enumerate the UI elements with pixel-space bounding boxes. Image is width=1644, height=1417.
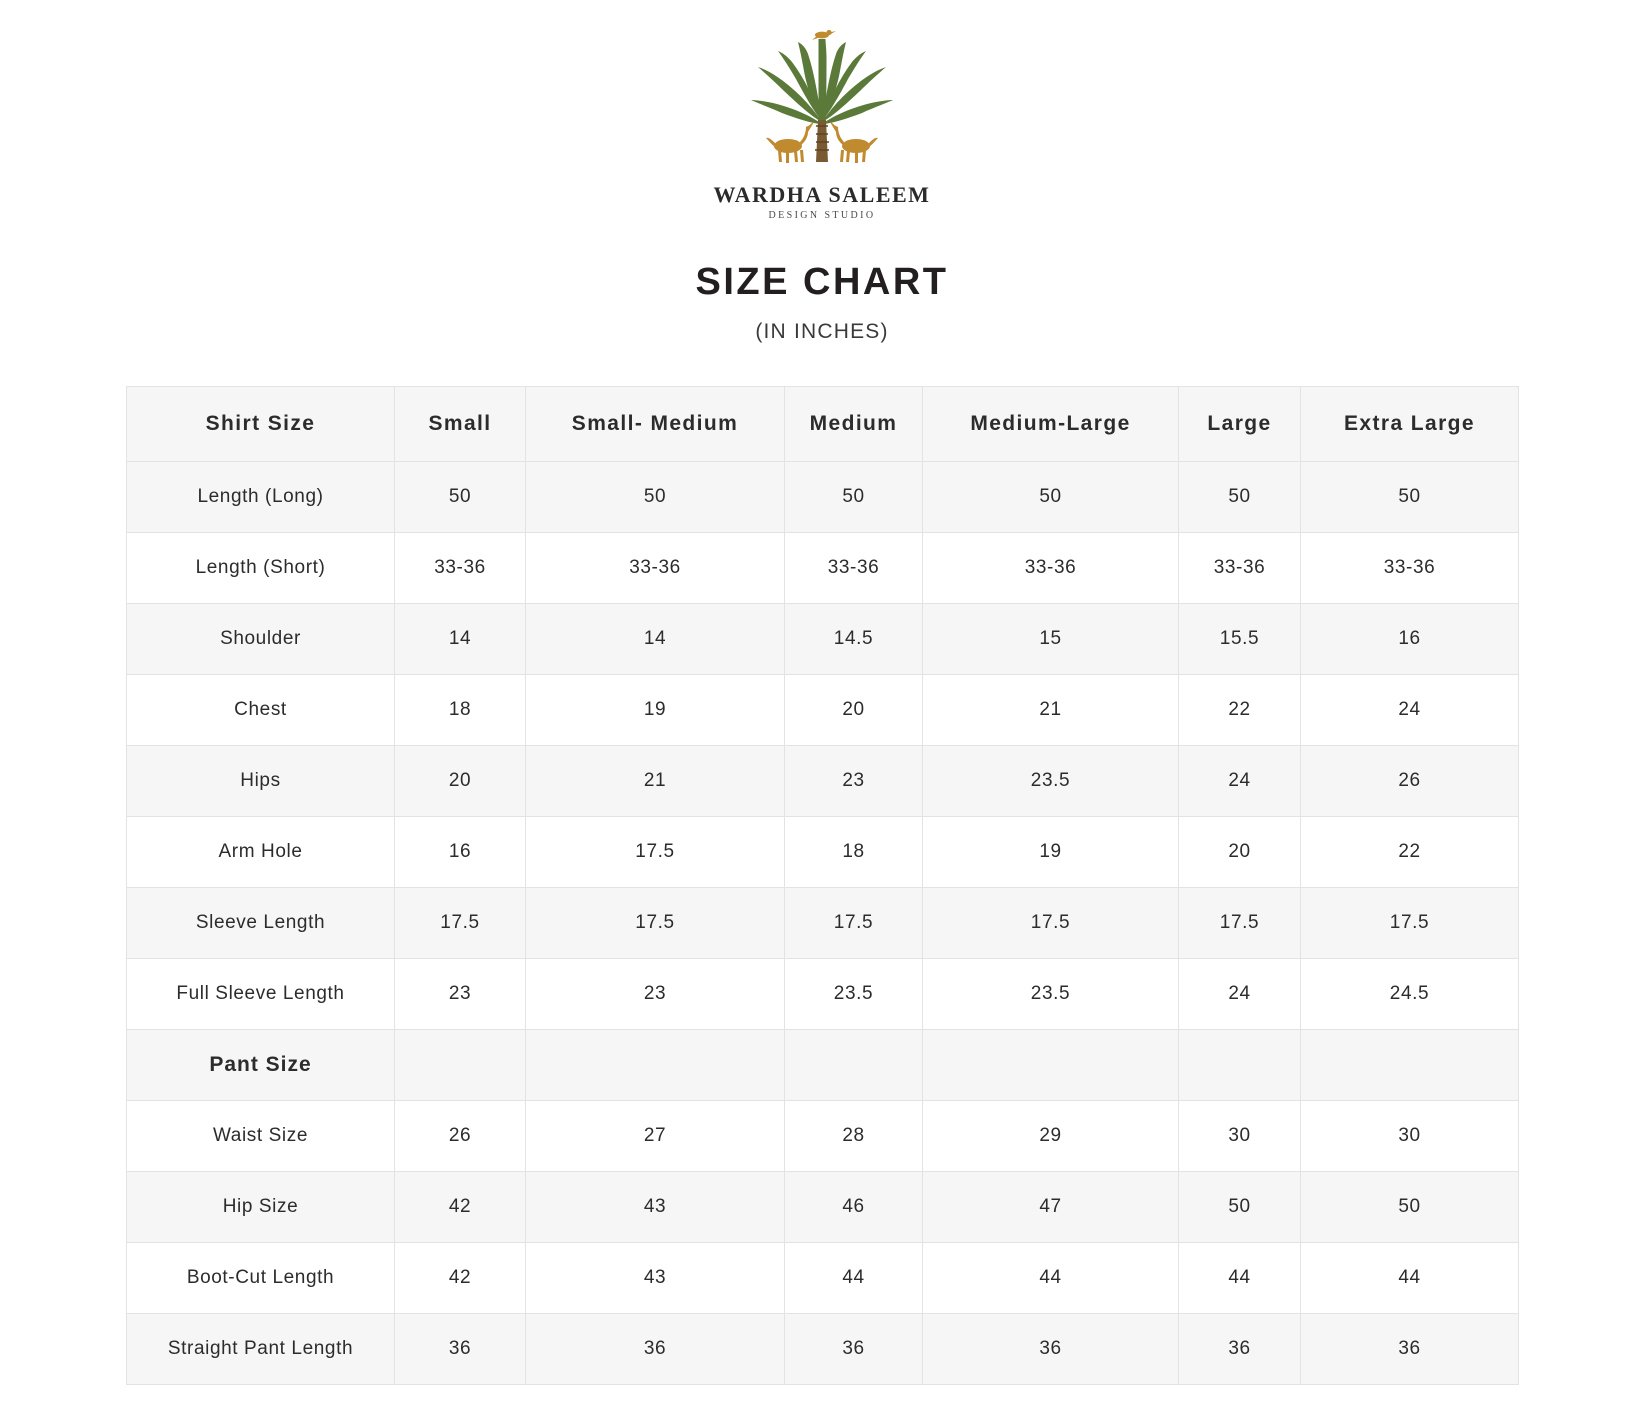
column-header-shirt-size: Shirt Size [127, 387, 395, 462]
cell-value: 50 [526, 462, 785, 533]
cell-value [1179, 1030, 1301, 1101]
column-header-extra-large: Extra Large [1301, 387, 1519, 462]
cell-value: 47 [923, 1172, 1179, 1243]
cell-value: 33-36 [395, 533, 526, 604]
column-header-large: Large [1179, 387, 1301, 462]
cell-value: 22 [1179, 675, 1301, 746]
cell-value [785, 1030, 923, 1101]
row-label: Sleeve Length [127, 888, 395, 959]
cell-value: 20 [785, 675, 923, 746]
palm-tree-with-deer-and-bird-icon [722, 26, 922, 176]
row-label: Pant Size [127, 1030, 395, 1101]
cell-value: 17.5 [526, 888, 785, 959]
cell-value: 17.5 [1179, 888, 1301, 959]
cell-value [1301, 1030, 1519, 1101]
row-label: Chest [127, 675, 395, 746]
cell-value: 30 [1179, 1101, 1301, 1172]
cell-value: 27 [526, 1101, 785, 1172]
column-header-small: Small [395, 387, 526, 462]
cell-value [526, 1030, 785, 1101]
cell-value: 36 [526, 1314, 785, 1385]
cell-value: 23.5 [923, 746, 1179, 817]
cell-value: 50 [1301, 1172, 1519, 1243]
cell-value: 14 [526, 604, 785, 675]
cell-value: 19 [923, 817, 1179, 888]
cell-value: 17.5 [923, 888, 1179, 959]
cell-value: 36 [785, 1314, 923, 1385]
table-row [127, 817, 1519, 888]
row-label: Length (Long) [127, 462, 395, 533]
cell-value: 43 [526, 1243, 785, 1314]
table-row [127, 533, 1519, 604]
cell-value: 22 [1301, 817, 1519, 888]
row-label: Straight Pant Length [127, 1314, 395, 1385]
column-header-medium: Medium [785, 387, 923, 462]
table-row [127, 604, 1519, 675]
cell-value: 15.5 [1179, 604, 1301, 675]
cell-value: 24.5 [1301, 959, 1519, 1030]
size-chart-table [126, 386, 1519, 1385]
cell-value: 44 [785, 1243, 923, 1314]
cell-value: 50 [395, 462, 526, 533]
cell-value: 28 [785, 1101, 923, 1172]
cell-value [923, 1030, 1179, 1101]
cell-value: 23.5 [785, 959, 923, 1030]
table-head [127, 387, 1519, 462]
cell-value: 33-36 [1301, 533, 1519, 604]
cell-value: 14 [395, 604, 526, 675]
cell-value: 33-36 [526, 533, 785, 604]
cell-value: 17.5 [785, 888, 923, 959]
cell-value: 20 [395, 746, 526, 817]
cell-value: 50 [785, 462, 923, 533]
cell-value: 29 [923, 1101, 1179, 1172]
table-row [127, 1243, 1519, 1314]
cell-value: 42 [395, 1172, 526, 1243]
table-row [127, 675, 1519, 746]
cell-value: 23 [526, 959, 785, 1030]
cell-value: 17.5 [526, 817, 785, 888]
cell-value: 24 [1179, 959, 1301, 1030]
cell-value: 33-36 [785, 533, 923, 604]
cell-value: 26 [1301, 746, 1519, 817]
cell-value: 50 [1179, 1172, 1301, 1243]
cell-value: 17.5 [395, 888, 526, 959]
cell-value: 43 [526, 1172, 785, 1243]
table-header-row [127, 387, 1519, 462]
row-label: Boot-Cut Length [127, 1243, 395, 1314]
table-row [127, 959, 1519, 1030]
cell-value: 36 [395, 1314, 526, 1385]
cell-value: 33-36 [923, 533, 1179, 604]
cell-value: 50 [1179, 462, 1301, 533]
row-label: Hip Size [127, 1172, 395, 1243]
cell-value: 20 [1179, 817, 1301, 888]
cell-value: 24 [1301, 675, 1519, 746]
table-row [127, 462, 1519, 533]
brand-name: WARDHA SALEEM [713, 182, 931, 207]
cell-value: 44 [1179, 1243, 1301, 1314]
cell-value: 17.5 [1301, 888, 1519, 959]
cell-value: 50 [1301, 462, 1519, 533]
cell-value: 46 [785, 1172, 923, 1243]
cell-value: 24 [1179, 746, 1301, 817]
cell-value: 23.5 [923, 959, 1179, 1030]
table-row [127, 1172, 1519, 1243]
cell-value: 23 [785, 746, 923, 817]
size-chart-table-wrapper [126, 386, 1518, 1385]
table-section-row-pant-size [127, 1030, 1519, 1101]
table-row [127, 1101, 1519, 1172]
row-label: Full Sleeve Length [127, 959, 395, 1030]
cell-value: 16 [1301, 604, 1519, 675]
table-row [127, 1314, 1519, 1385]
cell-value: 50 [923, 462, 1179, 533]
column-header-medium-large: Medium-Large [923, 387, 1179, 462]
table-row [127, 746, 1519, 817]
cell-value: 42 [395, 1243, 526, 1314]
cell-value: 15 [923, 604, 1179, 675]
cell-value: 18 [395, 675, 526, 746]
cell-value: 33-36 [1179, 533, 1301, 604]
cell-value: 18 [785, 817, 923, 888]
cell-value: 23 [395, 959, 526, 1030]
cell-value: 36 [1301, 1314, 1519, 1385]
cell-value: 16 [395, 817, 526, 888]
row-label: Waist Size [127, 1101, 395, 1172]
cell-value: 19 [526, 675, 785, 746]
cell-value: 44 [1301, 1243, 1519, 1314]
cell-value: 21 [526, 746, 785, 817]
cell-value [395, 1030, 526, 1101]
cell-value: 21 [923, 675, 1179, 746]
cell-value: 30 [1301, 1101, 1519, 1172]
cell-value: 14.5 [785, 604, 923, 675]
row-label: Length (Short) [127, 533, 395, 604]
brand-tagline: DESIGN STUDIO [768, 210, 876, 221]
table-body [127, 462, 1519, 1385]
table-row [127, 888, 1519, 959]
cell-value: 36 [923, 1314, 1179, 1385]
page-title: SIZE CHART [695, 261, 949, 303]
column-header-small-medium: Small- Medium [526, 387, 785, 462]
row-label: Arm Hole [127, 817, 395, 888]
cell-value: 36 [1179, 1314, 1301, 1385]
page-subtitle: (IN INCHES) [755, 320, 889, 343]
cell-value: 44 [923, 1243, 1179, 1314]
row-label: Shoulder [127, 604, 395, 675]
row-label: Hips [127, 746, 395, 817]
cell-value: 26 [395, 1101, 526, 1172]
brand-logo [0, 0, 1644, 221]
